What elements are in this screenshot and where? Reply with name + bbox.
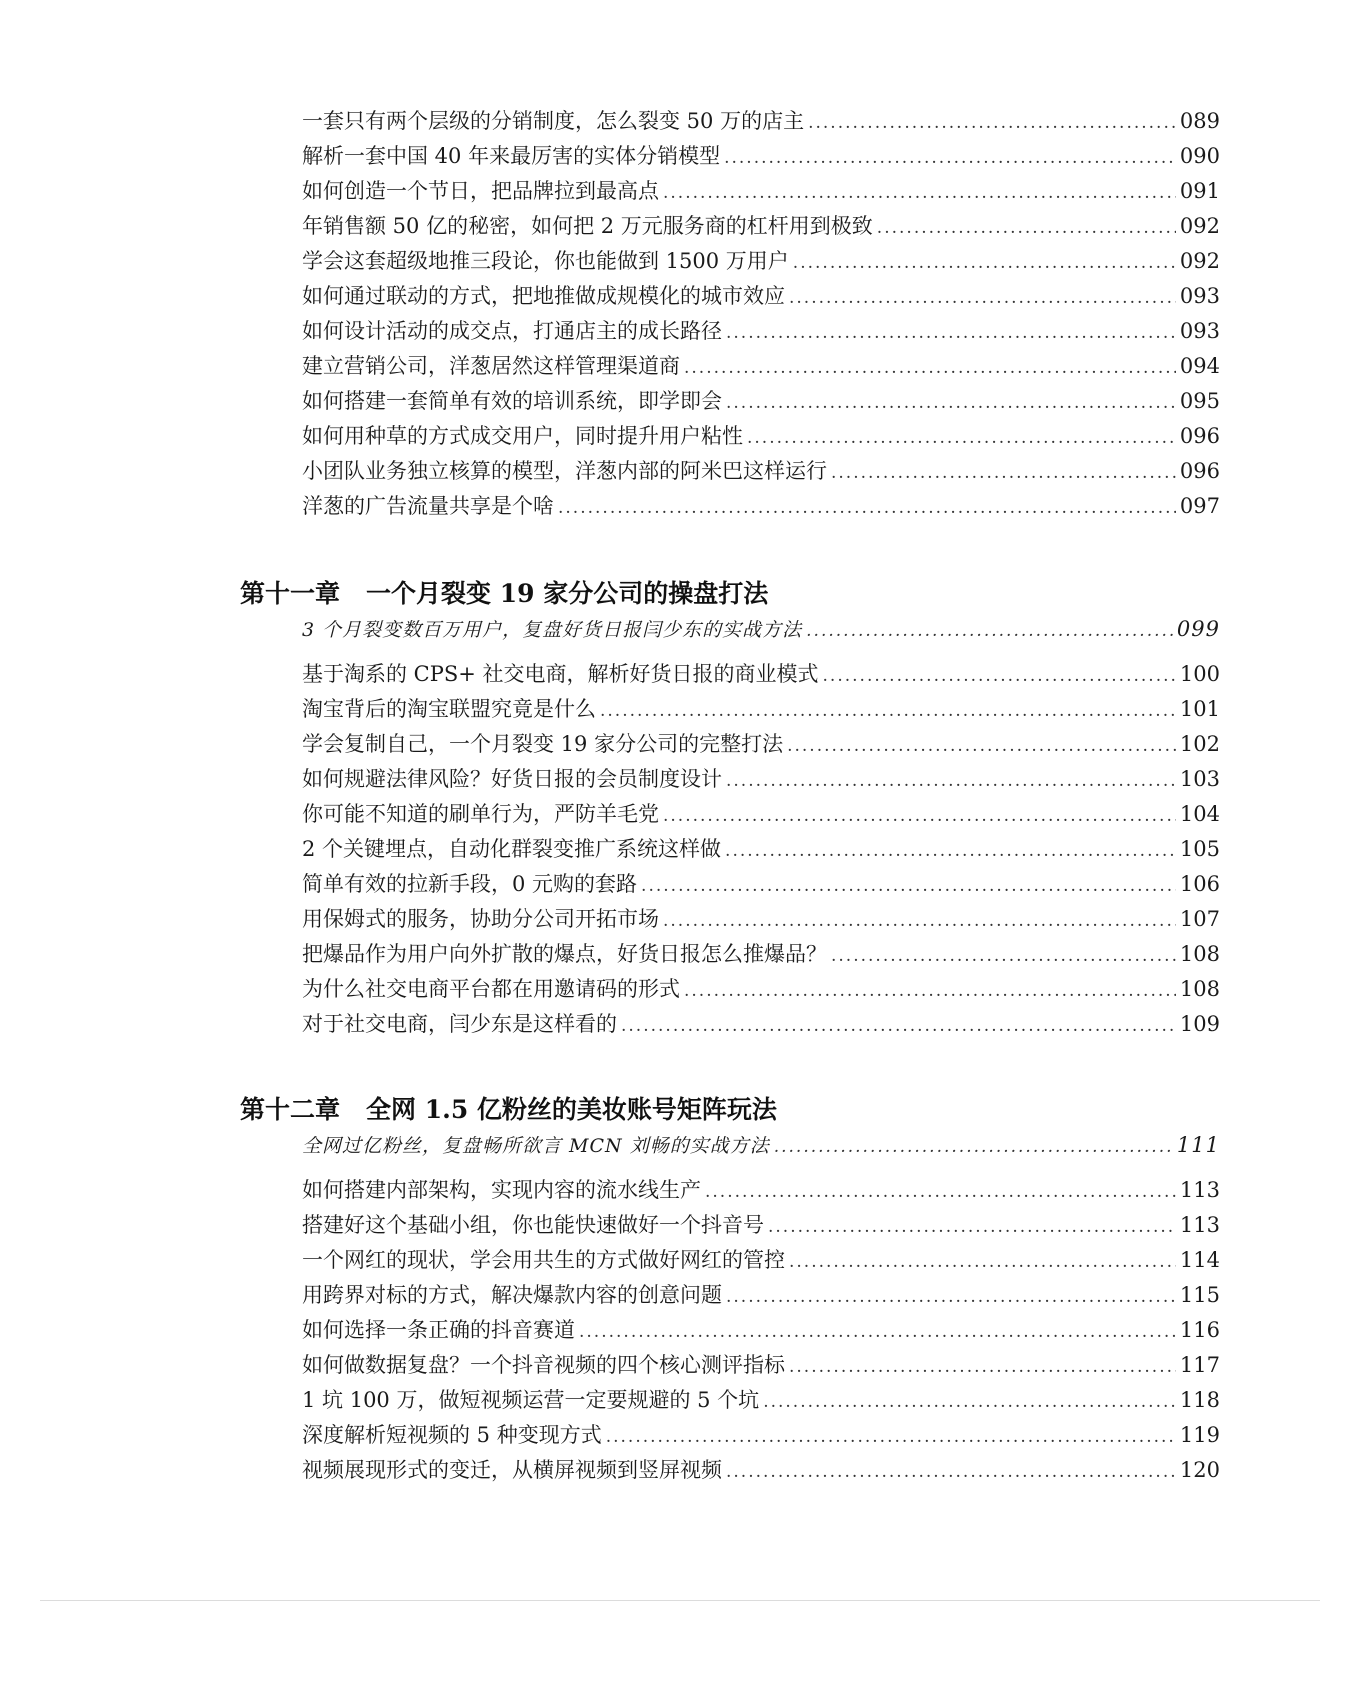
leader-dots	[768, 1210, 1176, 1245]
chapter-subtitle-entry	[302, 1128, 1220, 1163]
toc-entry	[302, 419, 1220, 454]
toc-entry-title: 如何设计活动的成交点，打通店主的成长路径	[302, 319, 722, 343]
toc-entry-title: 小团队业务独立核算的模型，洋葱内部的阿米巴这样运行	[302, 459, 827, 483]
toc-entry-title: 对于社交电商，闫少东是这样看的	[302, 1012, 617, 1036]
leader-dots	[806, 614, 1173, 649]
page-number: 097	[1179, 494, 1220, 518]
leader-dots	[726, 316, 1176, 351]
page-number: 118	[1179, 1388, 1220, 1412]
toc-entry-title: 如何选择一条正确的抖音赛道	[302, 1318, 575, 1342]
toc-entry	[302, 314, 1220, 349]
page-number: 113	[1179, 1213, 1220, 1237]
toc-entry	[302, 104, 1220, 139]
toc-entry-title: 一套只有两个层级的分销制度，怎么裂变 50 万的店主	[302, 109, 805, 133]
page-number: 108	[1179, 977, 1220, 1001]
toc-entry-title: 解析一套中国 40 年来最厉害的实体分销模型	[302, 144, 721, 168]
toc-entry-title: 视频展现形式的变迁，从横屏视频到竖屏视频	[302, 1458, 722, 1482]
page-number: 108	[1179, 942, 1220, 966]
page-number: 116	[1179, 1318, 1220, 1342]
toc-entry	[302, 1243, 1220, 1278]
leader-dots	[726, 764, 1176, 799]
leader-dots	[705, 1175, 1176, 1210]
page-number: 120	[1179, 1458, 1220, 1482]
leader-dots	[606, 1420, 1176, 1455]
leader-dots	[663, 904, 1176, 939]
leader-dots	[831, 456, 1176, 491]
leader-dots	[726, 1280, 1176, 1315]
toc-entry-title: 如何搭建一套简单有效的培训系统，即学即会	[302, 389, 722, 413]
page-number: 091	[1179, 179, 1220, 203]
page-number: 095	[1179, 389, 1220, 413]
page-number: 092	[1179, 249, 1220, 273]
toc-entry	[302, 902, 1220, 937]
leader-dots	[831, 939, 1176, 974]
toc-entry-title: 一个网红的现状，学会用共生的方式做好网红的管控	[302, 1248, 785, 1272]
page-number: 099	[1176, 617, 1220, 641]
leader-dots	[793, 246, 1176, 281]
leader-dots	[663, 799, 1176, 834]
toc-entry	[302, 1348, 1220, 1383]
toc-entry-title: 如何通过联动的方式，把地推做成规模化的城市效应	[302, 284, 785, 308]
toc-entry-title: 搭建好这个基础小组，你也能快速做好一个抖音号	[302, 1213, 764, 1237]
toc-entry	[302, 762, 1220, 797]
toc-entry-title: 1 坑 100 万，做短视频运营一定要规避的 5 个坑	[302, 1388, 760, 1412]
toc-entry	[302, 797, 1220, 832]
toc-entry-title: 深度解析短视频的 5 种变现方式	[302, 1423, 602, 1447]
toc-entry-title: 2 个关键埋点，自动化群裂变推广系统这样做	[302, 837, 722, 861]
leader-dots	[725, 834, 1176, 869]
toc-entry-title: 如何用种草的方式成交用户，同时提升用户粘性	[302, 424, 743, 448]
page-number: 089	[1179, 109, 1220, 133]
leader-dots	[789, 1350, 1176, 1385]
page-number: 101	[1179, 697, 1220, 721]
toc-entry	[302, 727, 1220, 762]
toc-entry	[302, 1383, 1220, 1418]
toc-entry-title: 把爆品作为用户向外扩散的爆点，好货日报怎么推爆品？	[302, 942, 827, 966]
toc-entry-title: 学会复制自己，一个月裂变 19 家分公司的完整打法	[302, 732, 784, 756]
page-number: 096	[1179, 424, 1220, 448]
toc-entry	[302, 1007, 1220, 1042]
toc-section-chapter-12	[240, 1092, 1220, 1488]
chapter-heading	[240, 1092, 1220, 1128]
leader-dots	[789, 281, 1176, 316]
toc-entry	[302, 384, 1220, 419]
chapter-heading	[240, 576, 1220, 612]
page-number: 104	[1179, 802, 1220, 826]
page-number: 113	[1179, 1178, 1220, 1202]
toc-section-continued	[240, 104, 1220, 524]
toc-entry-title: 洋葱的广告流量共享是个啥	[302, 494, 554, 518]
toc-entry	[302, 1278, 1220, 1313]
toc-entry	[302, 1208, 1220, 1243]
toc-entry-title: 基于淘系的 CPS+ 社交电商，解析好货日报的商业模式	[302, 662, 819, 686]
leader-dots	[763, 1385, 1176, 1420]
leader-dots	[684, 974, 1176, 1009]
leader-dots	[641, 869, 1176, 904]
leader-dots	[684, 351, 1176, 386]
leader-dots	[789, 1245, 1176, 1280]
toc-entry-title: 用保姆式的服务，协助分公司开拓市场	[302, 907, 659, 931]
toc-entry	[302, 867, 1220, 902]
toc-entry	[302, 209, 1220, 244]
page-number: 114	[1179, 1248, 1220, 1272]
leader-dots	[724, 141, 1176, 176]
toc-entry-title: 如何规避法律风险？好货日报的会员制度设计	[302, 767, 722, 791]
chapter-number: 第十二章	[240, 1095, 341, 1124]
toc-entry-title: 年销售额 50 亿的秘密，如何把 2 万元服务商的杠杆用到极致	[302, 214, 873, 238]
page-number: 094	[1179, 354, 1220, 378]
page-number: 115	[1179, 1283, 1220, 1307]
toc-entry	[302, 832, 1220, 867]
leader-dots	[747, 421, 1176, 456]
page-number: 100	[1179, 662, 1220, 686]
page-number: 119	[1179, 1423, 1220, 1447]
toc-entry	[302, 139, 1220, 174]
toc-entry-title: 为什么社交电商平台都在用邀请码的形式	[302, 977, 680, 1001]
leader-dots	[726, 386, 1176, 421]
leader-dots	[808, 106, 1176, 141]
toc-entry-title: 淘宝背后的淘宝联盟究竟是什么	[302, 697, 596, 721]
leader-dots	[823, 659, 1176, 694]
page-number: 105	[1179, 837, 1220, 861]
toc-entry-title: 简单有效的拉新手段，0 元购的套路	[302, 872, 638, 896]
toc-entry	[302, 489, 1220, 524]
leader-dots	[621, 1009, 1176, 1044]
scan-artifact-line	[40, 1600, 1320, 1601]
toc-entry	[302, 972, 1220, 1007]
leader-dots	[726, 1455, 1176, 1490]
chapter-number: 第十一章	[240, 579, 341, 608]
toc-entry	[302, 279, 1220, 314]
toc-entry	[302, 1173, 1220, 1208]
toc-entry	[302, 1453, 1220, 1488]
page-number: 092	[1179, 214, 1220, 238]
leader-dots	[600, 694, 1176, 729]
leader-dots	[558, 491, 1176, 526]
page-number: 102	[1179, 732, 1220, 756]
page-number: 093	[1179, 319, 1220, 343]
leader-dots	[787, 729, 1176, 764]
toc-entry	[302, 174, 1220, 209]
toc-entry-list	[240, 104, 1220, 524]
leader-dots	[774, 1130, 1173, 1165]
page-number: 109	[1179, 1012, 1220, 1036]
toc-entry	[302, 244, 1220, 279]
toc-entry	[302, 657, 1220, 692]
page-number: 096	[1179, 459, 1220, 483]
toc-entry	[302, 1418, 1220, 1453]
toc-entry-title: 如何搭建内部架构，实现内容的流水线生产	[302, 1178, 701, 1202]
page-number: 106	[1179, 872, 1220, 896]
toc-entry-title: 用跨界对标的方式，解决爆款内容的创意问题	[302, 1283, 722, 1307]
chapter-title: 全网 1.5 亿粉丝的美妆账号矩阵玩法	[366, 1095, 777, 1124]
toc-section-chapter-11	[240, 576, 1220, 1042]
chapter-title: 一个月裂变 19 家分公司的操盘打法	[366, 579, 769, 608]
leader-dots	[663, 176, 1176, 211]
page-number: 117	[1179, 1353, 1220, 1377]
toc-entry-list	[240, 657, 1220, 1042]
toc-entry	[302, 1313, 1220, 1348]
toc-entry	[302, 692, 1220, 727]
page-number: 107	[1179, 907, 1220, 931]
toc-entry-title: 学会这套超级地推三段论，你也能做到 1500 万用户	[302, 249, 789, 273]
toc-entry-title: 建立营销公司，洋葱居然这样管理渠道商	[302, 354, 680, 378]
page-number: 090	[1179, 144, 1220, 168]
page-number: 103	[1179, 767, 1220, 791]
toc-entry-title: 如何创造一个节日，把品牌拉到最高点	[302, 179, 659, 203]
toc-entry	[302, 937, 1220, 972]
toc-entry-title: 如何做数据复盘？一个抖音视频的四个核心测评指标	[302, 1353, 785, 1377]
toc-entry-list	[240, 1173, 1220, 1488]
leader-dots	[579, 1315, 1176, 1350]
toc-entry-title: 你可能不知道的刷单行为，严防羊毛党	[302, 802, 659, 826]
toc-entry	[302, 349, 1220, 384]
chapter-subtitle: 3 个月裂变数百万用户，复盘好货日报闫少东的实战方法	[302, 619, 803, 641]
chapter-subtitle-entry	[302, 612, 1220, 647]
leader-dots	[877, 211, 1176, 246]
page-number: 111	[1176, 1133, 1220, 1157]
toc-entry	[302, 454, 1220, 489]
chapter-subtitle: 全网过亿粉丝，复盘畅所欲言 MCN 刘畅的实战方法	[302, 1135, 770, 1157]
page-number: 093	[1179, 284, 1220, 308]
